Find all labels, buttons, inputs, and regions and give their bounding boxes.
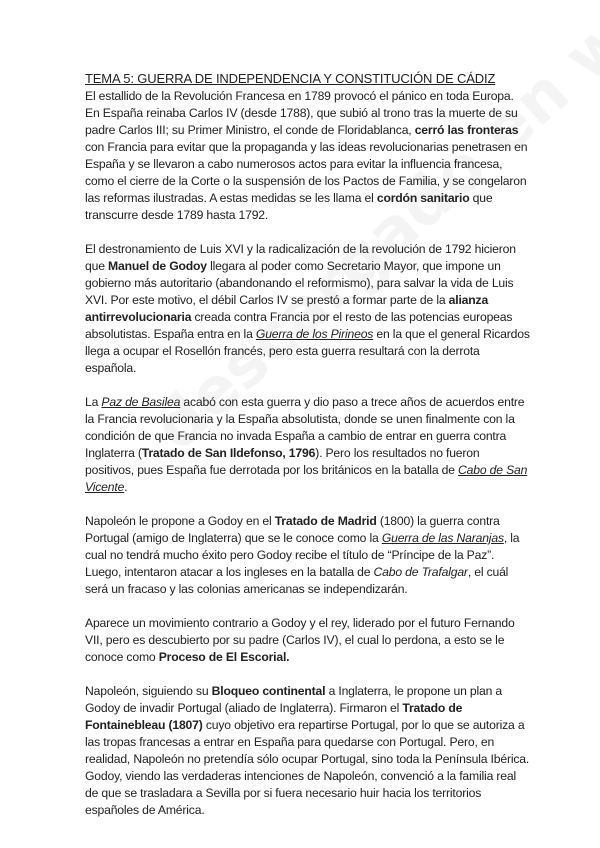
- text: La: [85, 395, 102, 409]
- bold-term: cordón sanitario: [376, 191, 470, 205]
- paragraph-paz-de-basilea: [85, 394, 531, 496]
- bold-term: Manuel de Godoy: [108, 259, 207, 273]
- text: El estallido de la Revolución Francesa en 1789 provocó el pánico en toda Europa. En España reinaba Carlos IV (desde 1788), que subió al trono tras la muerte de su padre Carlos III; su Primer Ministro, el conde de Floridablanca,: [85, 89, 518, 137]
- bold-term: Tratado de Fontainebleau (1807): [85, 701, 463, 732]
- document-page: [85, 70, 531, 836]
- bold-term: cerró las fronteras: [414, 123, 519, 137]
- paragraph-fontainebleau: [85, 683, 531, 819]
- italic-term: Cabo de Trafalgar: [373, 565, 468, 579]
- bold-term: Proceso de El Escorial.: [158, 650, 290, 664]
- text: ). Pero los resultados no fueron positivos, pues España fue derrotada por los británicos en la batalla de: [85, 446, 480, 477]
- text: a Inglaterra, le propone un plan a Godoy de invadir Portugal (aliado de Inglaterra). Firmaron el: [85, 684, 503, 715]
- paragraph-revolucion-francesa: [85, 88, 531, 224]
- text: Napoleón le propone a Godoy en el: [85, 514, 275, 528]
- paragraph-godoy: [85, 241, 531, 377]
- text: .: [124, 480, 128, 494]
- page-title: TEMA 5: GUERRA DE INDEPENDENCIA Y CONSTITUCIÓN DE CÁDIZ: [85, 71, 496, 86]
- bold-term: Tratado de San Ildefonso, 1796: [141, 446, 316, 460]
- italic-underlined-term: Guerra de los Pirineos: [255, 327, 374, 341]
- text: con Francia para evitar que la propaganda y las ideas revolucionarias penetrasen en España y se llevaron a cabo numerosos actos para evitar la influencia francesa, como el cierre de la Corte o la suspensión de los Pactos de Familia, y se congelaron las reformas ilustradas. A estas medidas se les llama el: [85, 140, 528, 205]
- text: Aparece un movimiento contrario a Godoy y el rey, liderado por el futuro Fernando VII, pero es descubierto por su padre (Carlos IV), el cual lo perdona, a esto se le conoce como: [85, 616, 515, 664]
- paragraph-proceso-el-escorial: [85, 615, 531, 666]
- text: , el cuál será un fracaso y las colonias americanas se independizarán.: [85, 565, 509, 596]
- italic-underlined-term: Guerra de las Naranjas: [381, 531, 504, 545]
- text: acabó con esta guerra y dio paso a trece años de acuerdos entre la Francia revolucionaria y la España absolutista, donde se unen finalmente con la condición de que Francia no invada España a cambio de entrar en guerra contra Inglaterra (: [85, 395, 525, 460]
- text: en la que el general Ricardos llega a ocupar el Rosellón francés, pero esta guerra resultará con la derrota española.: [85, 327, 530, 375]
- text: Napoleón, siguiendo su: [85, 684, 212, 698]
- bold-term: Bloqueo continental: [211, 684, 326, 698]
- text: cuyo objetivo era repartirse Portugal, por lo que se autoriza a las tropas francesas a entrar en España para quedarse con Portugal. Pero, en realidad, Napoleón no pretendía sólo ocupar Portugal, sino toda la Península Ibérica. Godoy, viendo las verdaderas intenciones de Napoleón, convenció a la familia real de que se trasladara a Sevilla por si fuera necesario huir hacia los territorios españoles de América.: [85, 718, 530, 817]
- text: (1800) la guerra contra Portugal (amigo de Inglaterra) que se le conoce como la: [85, 514, 500, 545]
- text: que transcurre desde 1789 hasta 1792.: [85, 191, 493, 222]
- text: El destronamiento de Luis XVI y la radicalización de la revolución de 1792 hicieron que: [85, 242, 516, 273]
- italic-underlined-term: Paz de Basilea: [101, 395, 181, 409]
- text: llegara al poder como Secretario Mayor, que impone un gobierno más autoritario (abandonando el reformismo), para salvar la vida de Luis XVI. Por este motivo, el débil Carlos IV se prestó a formar parte de la: [85, 259, 514, 307]
- text: , la cual no tendrá mucho éxito pero Godoy recibe el título de “Príncipe de la Paz”. Luego, intentaron atacar a los ingleses en la batalla de: [85, 531, 520, 579]
- paragraph-tratado-de-madrid: [85, 513, 531, 598]
- bold-term: alianza antirrevolucionaria: [85, 293, 489, 324]
- italic-underlined-term: Cabo de San Vicente: [85, 463, 528, 494]
- text: creada contra Francia por el resto de las potencias europeas absolutistas. España entra en la: [85, 310, 513, 341]
- bold-term: Tratado de Madrid: [274, 514, 377, 528]
